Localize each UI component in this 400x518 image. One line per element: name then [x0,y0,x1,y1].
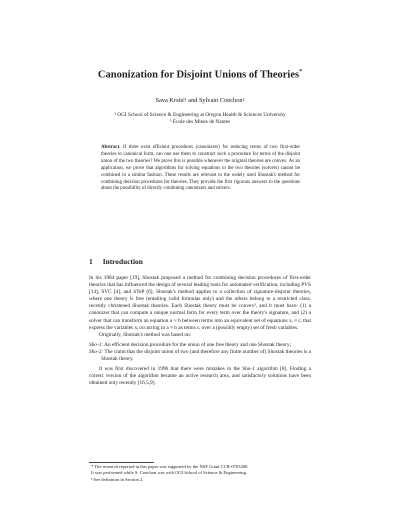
affiliation-2: ² École des Mines de Nantes [169,119,231,125]
title-text: Canonization for Disjoint Unions of Theories [97,69,300,81]
affiliations [0,112,400,126]
sho-1-label: Sho-1: [89,341,104,348]
sho-2-text: The claim that the disjoint union of two (and therefore any finite number of) Shostak theories is a Shostak theory. [101,348,311,363]
footnotes [89,464,311,483]
abstract-text: If there exist efficient procedures (canonizers) for reducing terms of two first-order theories to canonical form, can one use them to construct such a procedure for terms of the disjoint union of the two theories? We prove this is possible whenever the original theories are convex. As an application, we prove that algorithms for solving equations in the two theories (solvers) cannot be combined in a similar fashion. These results are relevant to the widely used Shostak's method for combining decision procedures for theories. They provide the first rigorous answers to the questions about the possibility of directly combining canonizers and solvers. [101,145,300,192]
sho-2-label: Sho-2: [89,348,104,355]
sho-2-item [89,349,311,363]
abstract-label: Abstract. [101,145,121,150]
abstract [101,145,300,193]
section-heading [89,257,143,266]
sho-1-item [89,342,311,349]
footnote-rule [89,462,154,463]
section-number: 1 [89,257,93,266]
body-text [89,275,311,387]
footnote-1: * The research reported in this paper was supported by the NSF Grant CCR-0703208. [91,464,249,469]
paragraph-1: In his 1984 paper [19], Shostak proposed a method for combining decision procedures of first-order theories that has influenced the design of several leading tools for automated verification, including PVS [14], SVC [4], and STeP [6]. Shostak's method applies to a collection of signature-disjoint theories, where one theory is free (entailing valid formulas only) and the others belong to a restricted class, recently christened Shostak theories. Each Shostak theory must be convex³, and it must have: (1) a canonizer that can compute a unique normal form for every term over the theory's signature, and (2) a solver that can transform an equation a ≈ b between terms into an equivalent set of equations xᵢ ≈ cᵢ that express the variables xᵢ occurring in a ≈ b as terms cᵢ over a (possibly empty) set of fresh variables. [89,275,311,331]
footnote-1-cont: It was performed while S. Conchon was with OGI School of Science & Engineering. [91,470,248,476]
author-list: Sava Krstić¹ and Sylvain Conchon² [155,97,245,104]
sho-1-text: An efficient decision procedure for the union of one free theory and one Shostak theory; [103,341,292,348]
paper-title [0,69,400,81]
footnote-3: ³ See definition in Section 2. [91,476,144,482]
section-title: Introduction [102,257,143,266]
paragraph-3: It was first discovered in 1996 that there were mistakes in the Sho-1 algorithm [8]. Finding a correct version of the algorithm became an active research area, and satisfactory solutions have been obtained only recently [16,5,9]. [89,366,311,387]
title-footnote-mark: * [299,69,303,75]
paragraph-2: Originally, Shostak's method was based on: [99,331,192,338]
affiliation-1: ¹ OGI School of Science & Engineering at Oregon Health & Sciences University [114,112,286,118]
